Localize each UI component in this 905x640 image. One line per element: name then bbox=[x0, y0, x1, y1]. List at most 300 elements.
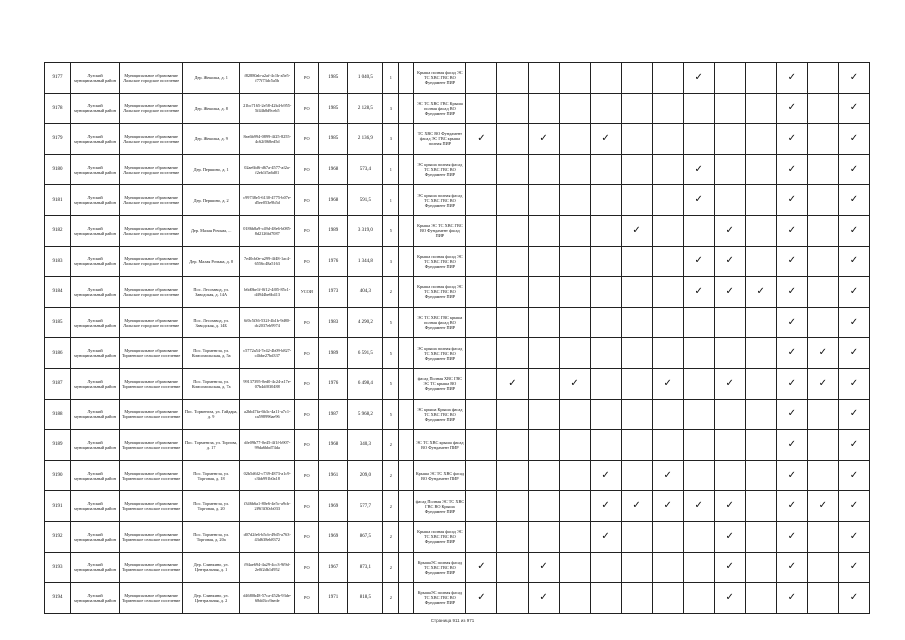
checkmark-icon: ✓ bbox=[787, 255, 796, 267]
checkmark-icon: ✓ bbox=[849, 408, 859, 420]
check-cell bbox=[528, 93, 559, 124]
check-cell bbox=[745, 521, 776, 552]
check-cell bbox=[683, 552, 714, 583]
checkmark-icon: ✓ bbox=[539, 132, 548, 144]
check-cell bbox=[652, 63, 683, 94]
checkmark-icon: ✓ bbox=[694, 71, 703, 83]
district-cell: Лузский муниципальный район bbox=[71, 521, 120, 552]
checkmark-icon: ✓ bbox=[787, 469, 796, 481]
table-row bbox=[45, 277, 870, 308]
checkmark-icon: ✓ bbox=[694, 163, 703, 175]
table-row bbox=[45, 430, 870, 461]
guid-cell: c5772a54-7e42-4b09-b827-c4bbe27bd337 bbox=[240, 338, 295, 369]
guid-cell: d4680b48-57ca-452b-93de-68dd3cc9aede bbox=[240, 583, 295, 614]
check-cell bbox=[497, 185, 528, 216]
check-cell bbox=[683, 63, 714, 94]
checkmark-icon: ✓ bbox=[725, 285, 734, 297]
check-cell bbox=[528, 368, 559, 399]
building-type-cell: РО bbox=[295, 338, 319, 369]
check-cell bbox=[683, 460, 714, 491]
check-cell bbox=[745, 430, 776, 461]
checkmark-icon: ✓ bbox=[725, 377, 734, 389]
check-cell bbox=[776, 277, 807, 308]
check-cell bbox=[497, 583, 528, 614]
check-cell bbox=[497, 368, 528, 399]
check-cell bbox=[838, 338, 869, 369]
year-built-cell: 1969 bbox=[319, 491, 348, 522]
address-cell: Дер. Малая Рочьма, д. 8 bbox=[183, 246, 240, 277]
check-cell bbox=[590, 491, 621, 522]
check-cell bbox=[838, 185, 869, 216]
check-cell bbox=[590, 246, 621, 277]
check-cell bbox=[528, 460, 559, 491]
check-cell bbox=[745, 124, 776, 155]
check-cell bbox=[497, 154, 528, 185]
blank-cell bbox=[399, 93, 414, 124]
check-cell bbox=[745, 154, 776, 185]
check-cell bbox=[807, 154, 838, 185]
works-list-cell: фасад Полная ЭС ТС ХВС ГВС ВО Крыша Фундамент ПИР bbox=[414, 491, 466, 522]
checkmark-icon: ✓ bbox=[725, 500, 734, 512]
check-cell bbox=[652, 93, 683, 124]
checkmark-icon: ✓ bbox=[849, 316, 859, 328]
table-row bbox=[45, 583, 870, 614]
check-cell bbox=[745, 185, 776, 216]
check-cell bbox=[621, 63, 652, 94]
table-row bbox=[45, 154, 870, 185]
check-cell bbox=[528, 521, 559, 552]
check-cell bbox=[621, 215, 652, 246]
guid-cell: f94ae694-4a29-4cc3-9f9d-2e0f2db1d952 bbox=[240, 552, 295, 583]
checkmark-icon: ✓ bbox=[725, 530, 734, 542]
address-cell: Пос. Торменгла, ул. Торгова, д. 17 bbox=[183, 430, 240, 461]
year-built-cell: 1968 bbox=[319, 185, 348, 216]
address-cell: Пос. Лесозавод, ул. Заводская, д. 14А bbox=[183, 277, 240, 308]
blank-cell bbox=[399, 552, 414, 583]
works-list-cell: КрышаЭС полная фасад ТС ХВС ГВС ВО Фундамент ПИР bbox=[414, 552, 466, 583]
checkmark-icon: ✓ bbox=[601, 132, 610, 144]
check-cell bbox=[745, 368, 776, 399]
checkmark-icon: ✓ bbox=[849, 530, 859, 542]
check-cell bbox=[590, 93, 621, 124]
municipality-cell: Муниципальное образование Торменское сельское поселение bbox=[120, 368, 183, 399]
checkmark-icon: ✓ bbox=[849, 500, 859, 512]
floors-cell: 5 bbox=[383, 399, 399, 430]
check-cell bbox=[652, 307, 683, 338]
year-built-cell: 1976 bbox=[319, 368, 348, 399]
works-list-cell: Крыша полная фасад ЭС ТС ХВС ГВС ВО Фундамент ПИР bbox=[414, 277, 466, 308]
check-cell bbox=[683, 307, 714, 338]
check-cell bbox=[683, 583, 714, 614]
check-cell bbox=[466, 338, 497, 369]
check-cell bbox=[838, 552, 869, 583]
checkmark-icon: ✓ bbox=[849, 71, 859, 83]
row-number: 9180 bbox=[45, 154, 71, 185]
checkmark-icon: ✓ bbox=[632, 224, 641, 236]
check-cell bbox=[559, 460, 590, 491]
works-list-cell: ЭС крыша полная фасад ТС ХВС ГВС ВО Фундамент ПИР bbox=[414, 185, 466, 216]
check-cell bbox=[807, 63, 838, 94]
check-cell bbox=[745, 246, 776, 277]
checkmark-icon: ✓ bbox=[694, 255, 703, 267]
floors-cell: 2 bbox=[383, 460, 399, 491]
blank-cell bbox=[399, 185, 414, 216]
checkmark-icon: ✓ bbox=[663, 377, 672, 389]
floors-cell: 5 bbox=[383, 215, 399, 246]
check-cell bbox=[807, 215, 838, 246]
year-built-cell: 1985 bbox=[319, 124, 348, 155]
guid-cell: d07d2fe6-b5cb-49d5-a763-43d638eb8372 bbox=[240, 521, 295, 552]
address-cell: Пос. Торменгла, ул. Торговая, д. 20а bbox=[183, 521, 240, 552]
works-list-cell: ЭС крыша Крыша фасад ТС ХВС ГВС ВО Фундамент ПИР bbox=[414, 399, 466, 430]
checkmark-icon: ✓ bbox=[570, 377, 579, 389]
check-cell bbox=[466, 93, 497, 124]
blank-cell bbox=[399, 63, 414, 94]
address-cell: Дер. Слинкино, ул. Центральная, д. 1 bbox=[183, 552, 240, 583]
district-cell: Лузский муниципальный район bbox=[71, 185, 120, 216]
year-built-cell: 1961 bbox=[319, 460, 348, 491]
check-cell bbox=[745, 399, 776, 430]
check-cell bbox=[776, 93, 807, 124]
floors-cell: 5 bbox=[383, 368, 399, 399]
checkmark-icon: ✓ bbox=[818, 500, 827, 512]
check-cell bbox=[838, 124, 869, 155]
check-cell bbox=[559, 93, 590, 124]
year-built-cell: 1989 bbox=[319, 338, 348, 369]
building-type-cell: РО bbox=[295, 521, 319, 552]
district-cell: Лузский муниципальный район bbox=[71, 368, 120, 399]
checkmark-icon: ✓ bbox=[818, 347, 827, 359]
row-number: 9189 bbox=[45, 430, 71, 461]
works-list-cell: ЭС ТС ХВС крыша фасад ВО Фундамент ПИР bbox=[414, 430, 466, 461]
check-cell bbox=[590, 338, 621, 369]
address-cell: Дер. Жеколка, д. 8 bbox=[183, 93, 240, 124]
check-cell bbox=[683, 430, 714, 461]
blank-cell bbox=[399, 521, 414, 552]
check-cell bbox=[745, 307, 776, 338]
check-cell bbox=[528, 338, 559, 369]
check-cell bbox=[776, 307, 807, 338]
check-cell bbox=[652, 215, 683, 246]
check-cell bbox=[466, 63, 497, 94]
check-cell bbox=[714, 430, 745, 461]
floors-cell: 1 bbox=[383, 185, 399, 216]
floors-cell: 3 bbox=[383, 124, 399, 155]
row-number: 9179 bbox=[45, 124, 71, 155]
district-cell: Лузский муниципальный район bbox=[71, 246, 120, 277]
check-cell bbox=[683, 338, 714, 369]
guid-cell: f82880ab-a2af-4c1b-a5e5-f77f73dc5a5b bbox=[240, 63, 295, 94]
check-cell bbox=[838, 399, 869, 430]
check-cell bbox=[497, 552, 528, 583]
works-list-cell: ЭС ТС ХВС ГВС крыша полная фасад ВО Фундамент ПИР bbox=[414, 307, 466, 338]
year-built-cell: 1985 bbox=[319, 63, 348, 94]
check-cell bbox=[683, 277, 714, 308]
check-cell bbox=[683, 215, 714, 246]
check-cell bbox=[466, 246, 497, 277]
checkmark-icon: ✓ bbox=[787, 438, 796, 450]
table-row bbox=[45, 368, 870, 399]
blank-cell bbox=[399, 246, 414, 277]
municipality-cell: Муниципальное образование Торменское сельское поселение bbox=[120, 338, 183, 369]
table-row bbox=[45, 93, 870, 124]
district-cell: Лузский муниципальный район bbox=[71, 430, 120, 461]
blank-cell bbox=[399, 338, 414, 369]
check-cell bbox=[559, 307, 590, 338]
check-cell bbox=[528, 430, 559, 461]
check-cell bbox=[466, 215, 497, 246]
guid-cell: 7e40cb0e-a299-4f48-1ac4-6556c48a5163 bbox=[240, 246, 295, 277]
check-cell bbox=[714, 215, 745, 246]
check-cell bbox=[683, 491, 714, 522]
checkmark-icon: ✓ bbox=[601, 500, 610, 512]
checkmark-icon: ✓ bbox=[787, 285, 796, 297]
blank-cell bbox=[399, 368, 414, 399]
check-cell bbox=[466, 491, 497, 522]
check-cell bbox=[807, 460, 838, 491]
checkmark-icon: ✓ bbox=[663, 500, 672, 512]
check-cell bbox=[776, 246, 807, 277]
check-cell bbox=[745, 491, 776, 522]
checkmark-icon: ✓ bbox=[818, 377, 827, 389]
table-body bbox=[45, 63, 870, 614]
municipality-cell: Муниципальное образование Лальское городское поселение bbox=[120, 246, 183, 277]
checkmark-icon: ✓ bbox=[787, 591, 796, 603]
check-cell bbox=[776, 430, 807, 461]
checkmark-icon: ✓ bbox=[849, 194, 859, 206]
area-cell: 3 319,0 bbox=[348, 215, 383, 246]
check-cell bbox=[776, 368, 807, 399]
check-cell bbox=[745, 93, 776, 124]
checkmark-icon: ✓ bbox=[601, 530, 610, 542]
check-cell bbox=[776, 460, 807, 491]
check-cell bbox=[497, 63, 528, 94]
check-cell bbox=[466, 430, 497, 461]
checkmark-icon: ✓ bbox=[787, 316, 796, 328]
checkmark-icon: ✓ bbox=[787, 377, 796, 389]
check-cell bbox=[528, 307, 559, 338]
check-cell bbox=[714, 93, 745, 124]
works-list-cell: ТС ХВС ВО Фундамент фасад ЭС ГВС крыша полная ПИР bbox=[414, 124, 466, 155]
address-cell: Дер. Малая Рочьма, ... bbox=[183, 215, 240, 246]
checkmark-icon: ✓ bbox=[787, 132, 796, 144]
check-cell bbox=[528, 246, 559, 277]
municipality-cell: Муниципальное образование Лальское городское поселение bbox=[120, 215, 183, 246]
guid-cell: 02b5d6f2-c739-4873-a1c9-c3bb991b0a18 bbox=[240, 460, 295, 491]
row-number: 9186 bbox=[45, 338, 71, 369]
works-list-cell: ЭС крыша полная фасад ТС ХВС ГВС ВО Фундамент ПИР bbox=[414, 338, 466, 369]
check-cell bbox=[838, 491, 869, 522]
check-cell bbox=[838, 583, 869, 614]
floors-cell: 3 bbox=[383, 93, 399, 124]
area-cell: 2 136,9 bbox=[348, 124, 383, 155]
district-cell: Лузский муниципальный район bbox=[71, 338, 120, 369]
check-cell bbox=[652, 399, 683, 430]
checkmark-icon: ✓ bbox=[849, 377, 859, 389]
blank-cell bbox=[399, 154, 414, 185]
check-cell bbox=[776, 491, 807, 522]
check-cell bbox=[590, 215, 621, 246]
blank-cell bbox=[399, 491, 414, 522]
district-cell: Лузский муниципальный район bbox=[71, 215, 120, 246]
check-cell bbox=[745, 215, 776, 246]
check-cell bbox=[621, 552, 652, 583]
check-cell bbox=[683, 368, 714, 399]
row-number: 9178 bbox=[45, 93, 71, 124]
check-cell bbox=[559, 368, 590, 399]
district-cell: Лузский муниципальный район bbox=[71, 124, 120, 155]
row-number: 9194 bbox=[45, 583, 71, 614]
district-cell: Лузский муниципальный район bbox=[71, 93, 120, 124]
check-cell bbox=[497, 246, 528, 277]
row-number: 9187 bbox=[45, 368, 71, 399]
building-type-cell: РО bbox=[295, 552, 319, 583]
guid-cell: dfe09b77-0e45-4f1f-b907-99da6bbd74da bbox=[240, 430, 295, 461]
floors-cell: 2 bbox=[383, 430, 399, 461]
address-cell: Дер. Першино, д. 1 bbox=[183, 154, 240, 185]
district-cell: Лузский муниципальный район bbox=[71, 399, 120, 430]
works-list-cell: ЭС крыша полная фасад ТС ХВС ГВС ВО Фундамент ПИР bbox=[414, 154, 466, 185]
check-cell bbox=[621, 460, 652, 491]
building-type-cell: РО bbox=[295, 154, 319, 185]
check-cell bbox=[497, 307, 528, 338]
table-row bbox=[45, 399, 870, 430]
district-cell: Лузский муниципальный район bbox=[71, 277, 120, 308]
check-cell bbox=[559, 277, 590, 308]
checkmark-icon: ✓ bbox=[663, 469, 672, 481]
check-cell bbox=[714, 246, 745, 277]
blank-cell bbox=[399, 124, 414, 155]
table-row bbox=[45, 63, 870, 94]
works-list-cell: КрышаЭС полная фасад ТС ХВС ГВС ВО Фундамент ПИР bbox=[414, 583, 466, 614]
checkmark-icon: ✓ bbox=[694, 500, 703, 512]
year-built-cell: 1969 bbox=[319, 521, 348, 552]
check-cell bbox=[683, 93, 714, 124]
check-cell bbox=[807, 307, 838, 338]
checkmark-icon: ✓ bbox=[725, 255, 734, 267]
check-cell bbox=[714, 491, 745, 522]
area-cell: 867,5 bbox=[348, 521, 383, 552]
check-cell bbox=[559, 215, 590, 246]
check-cell bbox=[497, 124, 528, 155]
district-cell: Лузский муниципальный район bbox=[71, 552, 120, 583]
check-cell bbox=[466, 583, 497, 614]
check-cell bbox=[776, 521, 807, 552]
floors-cell: 1 bbox=[383, 63, 399, 94]
checkmark-icon: ✓ bbox=[694, 285, 703, 297]
check-cell bbox=[497, 491, 528, 522]
floors-cell: 5 bbox=[383, 338, 399, 369]
municipality-cell: Муниципальное образование Лальское городское поселение bbox=[120, 63, 183, 94]
check-cell bbox=[590, 124, 621, 155]
check-cell bbox=[528, 124, 559, 155]
check-cell bbox=[683, 185, 714, 216]
check-cell bbox=[466, 552, 497, 583]
row-number: 9177 bbox=[45, 63, 71, 94]
checkmark-icon: ✓ bbox=[849, 438, 859, 450]
address-cell: Пос. Торменгла, ул. Торговая, д. 18 bbox=[183, 460, 240, 491]
check-cell bbox=[652, 368, 683, 399]
checkmark-icon: ✓ bbox=[849, 163, 859, 175]
checkmark-icon: ✓ bbox=[477, 561, 486, 573]
check-cell bbox=[652, 154, 683, 185]
year-built-cell: 1968 bbox=[319, 430, 348, 461]
check-cell bbox=[745, 552, 776, 583]
check-cell bbox=[745, 277, 776, 308]
check-cell bbox=[652, 521, 683, 552]
area-cell: 209,0 bbox=[348, 460, 383, 491]
blank-cell bbox=[399, 430, 414, 461]
check-cell bbox=[807, 491, 838, 522]
works-list-cell: ЭС ТС ХВС ГВС Крыша полная фасад ВО Фундамент ПИР bbox=[414, 93, 466, 124]
check-cell bbox=[497, 215, 528, 246]
check-cell bbox=[590, 154, 621, 185]
area-cell: 873,1 bbox=[348, 552, 383, 583]
table-row bbox=[45, 552, 870, 583]
check-cell bbox=[714, 460, 745, 491]
address-cell: Пос. Торменгла, ул. Комсомольская, д. 7а bbox=[183, 368, 240, 399]
check-cell bbox=[559, 552, 590, 583]
blank-cell bbox=[399, 277, 414, 308]
address-cell: Пос. Торменгла, ул. Комсомольская, д. 5а bbox=[183, 338, 240, 369]
checkmark-icon: ✓ bbox=[849, 347, 859, 359]
check-cell bbox=[807, 277, 838, 308]
guid-cell: 21bc7165-2e58-42b4-b955-5f44b8d9ceb5 bbox=[240, 93, 295, 124]
check-cell bbox=[838, 307, 869, 338]
check-cell bbox=[528, 215, 559, 246]
row-number: 9184 bbox=[45, 277, 71, 308]
floors-cell: 2 bbox=[383, 491, 399, 522]
check-cell bbox=[652, 552, 683, 583]
table-row bbox=[45, 215, 870, 246]
building-type-cell: РО bbox=[295, 185, 319, 216]
check-cell bbox=[683, 521, 714, 552]
check-cell bbox=[528, 185, 559, 216]
floors-cell: 2 bbox=[383, 521, 399, 552]
check-cell bbox=[559, 124, 590, 155]
address-cell: Дер. Слинкино, ул. Центральная, д. 2 bbox=[183, 583, 240, 614]
check-cell bbox=[559, 491, 590, 522]
checkmark-icon: ✓ bbox=[849, 591, 859, 603]
table-row bbox=[45, 307, 870, 338]
works-list-cell: фасад Полная ХВС ГВС ЭС ТС крыша ВО Фундамент ПИР bbox=[414, 368, 466, 399]
year-built-cell: 1967 bbox=[319, 552, 348, 583]
check-cell bbox=[466, 521, 497, 552]
municipality-cell: Муниципальное образование Лальское городское поселение bbox=[120, 154, 183, 185]
building-type-cell: РО bbox=[295, 491, 319, 522]
works-list-cell: Крыша полная фасад ЭС ТС ХВС ГВС ВО Фундамент ПИР bbox=[414, 246, 466, 277]
check-cell bbox=[528, 277, 559, 308]
area-cell: 577,7 bbox=[348, 491, 383, 522]
check-cell bbox=[590, 430, 621, 461]
check-cell bbox=[528, 63, 559, 94]
check-cell bbox=[807, 124, 838, 155]
check-cell bbox=[838, 460, 869, 491]
check-cell bbox=[528, 552, 559, 583]
check-cell bbox=[559, 246, 590, 277]
works-list-cell: Крыша полная фасад ЭС ТС ХВС ГВС ВО Фундамент ПИР bbox=[414, 63, 466, 94]
municipality-cell: Муниципальное образование Лальское городское поселение bbox=[120, 307, 183, 338]
blank-cell bbox=[399, 583, 414, 614]
floors-cell: 2 bbox=[383, 583, 399, 614]
row-number: 9190 bbox=[45, 460, 71, 491]
table-row bbox=[45, 491, 870, 522]
check-cell bbox=[838, 215, 869, 246]
checkmark-icon: ✓ bbox=[787, 194, 796, 206]
check-cell bbox=[776, 399, 807, 430]
check-cell bbox=[838, 246, 869, 277]
area-cell: 6 498,4 bbox=[348, 368, 383, 399]
